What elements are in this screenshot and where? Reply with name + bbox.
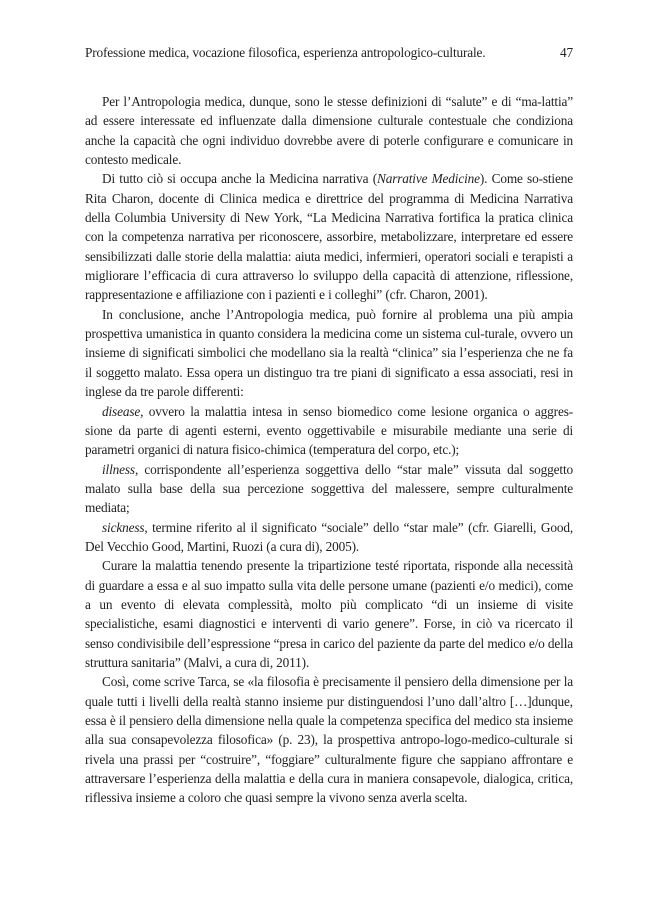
- paragraph-conclusione: [85, 305, 573, 402]
- running-title: Professione medica, vocazione filosofica, esperienza antropologico-culturale.: [85, 45, 486, 60]
- term-illness: illness: [102, 461, 135, 477]
- page-number: 47: [560, 45, 573, 60]
- paragraph-sickness: [85, 518, 573, 557]
- page-body: [85, 92, 573, 808]
- paragraph-text: , termine riferito al il significato “sociale” dello “star male” (cfr. Giarelli, Good, Del Vecchio Good, Martini, Ruozi (a cura di), 2005).: [85, 519, 573, 554]
- paragraph-antropologia-salute: [85, 92, 573, 169]
- paragraph-text: Curare la malattia tenendo presente la tripartizione testé riportata, risponde alla necessità di guardare a essa e al suo impatto sulla vita delle persone umane (pazienti e/o medici), come a un evento di elevata complessità, molto più complicato “di un insieme di visite specialistiche, esami diagnostici e interventi di vario genere”. Forse, in ciò va ricercato il senso condivisibile dell’espressione “presa in carico del paziente da parte del medico e/o della struttura sanitaria” (Malvi, a cura di, 2011).: [85, 558, 573, 670]
- paragraph-text: Di tutto ciò si occupa anche la Medicina narrativa (: [102, 171, 377, 187]
- paragraph-text: In conclusione, anche l’Antropologia medica, può fornire al problema una più ampia prospettiva umanistica in quanto considera la medicina come un sistema cul-turale, ovvero un insieme di significati simbolici che modellano sia la realtà “clinica” sia l’esperienza che ne fa il soggetto malato. Essa opera un distinguo tra tre piani di significato a essa associati, resi in inglese da tre parole differenti:: [85, 306, 573, 400]
- paragraph-illness: [85, 460, 573, 518]
- term-sickness: sickness: [102, 519, 145, 535]
- paragraph-text: Così, come scrive Tarca, se «la filosofia è precisamente il pensiero della dimensione per la quale tutti i livelli della realtà stanno insieme pur distinguendosi l’uno dall’altro […]dunque, essa è il pensiero della dimensione nella quale la competenza specifica del medico sta insieme alla sua consapevolezza filosofica» (p. 23), la prospettiva antropo-logo-medico-culturale si rivela una prassi per “costruire”, “foggiare” culturalmente figure che sappiano affrontare e attraversare l’esperienza della malattia e della cura in maniera consapevole, dialogica, critica, riflessiva insieme a coloro che quasi sempre la vivono senza averla scelta.: [85, 674, 573, 806]
- paragraph-medicina-narrativa: [85, 169, 573, 304]
- paragraph-text: ). Come so-stiene Rita Charon, docente di Clinica medica e direttrice del programma di Medicina Narrativa della Columbia University di New York, “La Medicina Narrativa fortifica la pratica clinica con la competenza narrativa per riconoscere, assorbire, metabolizzare, interpretare ed essere sensibilizzati dalle storie della malattia: aiuta medici, infermieri, operatori sociali e terapisti a migliorare l’efficacia di cura attraverso lo sviluppo della capacità di attenzione, riflessione, rappresentazione e affiliazione con i pazienti e i colleghi” (cfr. Charon, 2001).: [85, 171, 573, 303]
- paragraph-text: , ovvero la malattia intesa in senso biomedico come lesione organica o aggres-sione da parte di agenti esterni, evento oggettivabile e misurabile mediante una serie di parametri organici di natura fisico-chimica (temperatura del corpo, etc.);: [85, 403, 573, 458]
- paragraph-disease: [85, 402, 573, 460]
- paragraph-tarca: [85, 672, 573, 807]
- paragraph-text: Per l’Antropologia medica, dunque, sono le stesse definizioni di “salute” e di “ma-lattia” ad essere interessate ed influenzate dalla dimensione culturale contestuale che condiziona anche la capacità che ogni individuo dovrebbe avere di poterle configurare e comunicare in contesto medicale.: [85, 94, 573, 168]
- term-disease: disease: [102, 403, 141, 419]
- term-narrative-medicine: Narrative Medicine: [376, 171, 480, 187]
- paragraph-text: , corrispondente all’esperienza soggettiva dello “star male” vissuta dal soggetto malato sulla base della sua percezione soggettiva del malessere, sempre culturalmente mediata;: [85, 461, 573, 516]
- paragraph-curare-malattia: [85, 556, 573, 672]
